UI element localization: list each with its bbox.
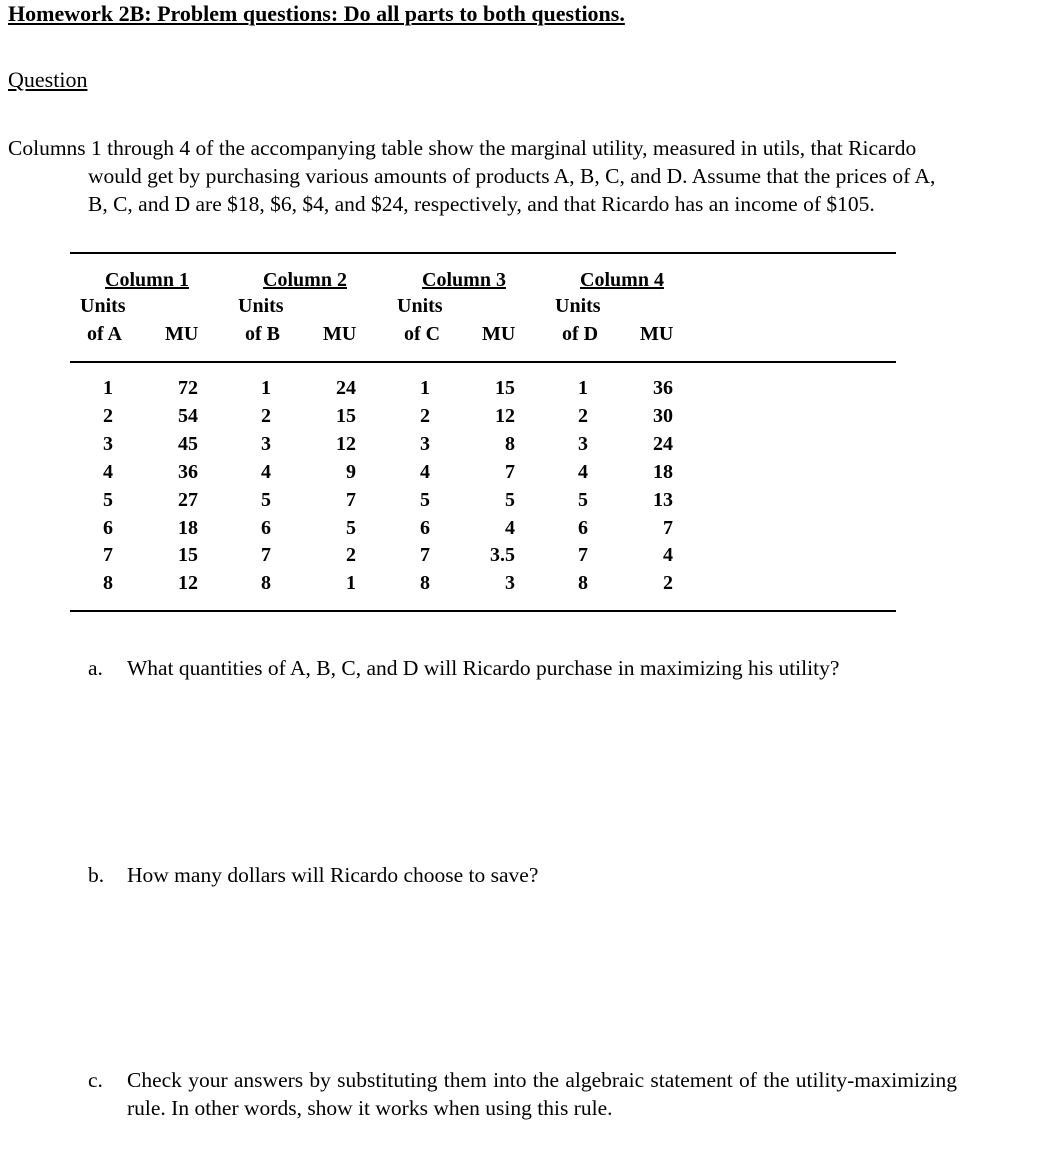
- units-cell: 8: [103, 572, 113, 595]
- mu-cell: 15: [495, 377, 515, 399]
- mu-cell: 30: [653, 404, 673, 427]
- units-cell: 5: [261, 488, 271, 511]
- mu-cell: 7: [346, 488, 356, 511]
- table-top-rule: [70, 252, 896, 254]
- column-header: Column 2: [263, 269, 347, 291]
- question-a-text: What quantities of A, B, C, and D will Ricardo purchase in maximizing his utility?: [127, 656, 840, 680]
- mu-cell: 54: [178, 404, 198, 427]
- mu-cell: 3.5: [490, 544, 515, 567]
- units-cell: 1: [578, 377, 588, 399]
- units-cell: 7: [261, 544, 271, 567]
- mu-cell: 5: [346, 516, 356, 539]
- units-cell: 6: [578, 516, 588, 539]
- units-cell: 5: [420, 488, 430, 511]
- column-header: Column 4: [580, 269, 664, 291]
- units-header: Units: [555, 295, 601, 317]
- mu-cell: 9: [346, 460, 356, 483]
- mu-cell: 12: [336, 432, 356, 455]
- mu-cell: 7: [663, 516, 673, 539]
- units-cell: 8: [578, 572, 588, 595]
- mu-cell: 36: [653, 377, 673, 399]
- mu-cell: 12: [178, 572, 198, 595]
- column-header: Column 3: [422, 269, 506, 291]
- units-cell: 6: [420, 516, 430, 539]
- units-cell: 7: [420, 544, 430, 567]
- units-cell: 7: [103, 544, 113, 567]
- units-cell: 7: [578, 544, 588, 567]
- mu-cell: 24: [336, 377, 356, 399]
- question-intro: [8, 134, 948, 218]
- units-cell: 4: [261, 460, 271, 483]
- mu-cell: 13: [653, 488, 673, 511]
- units-cell: 3: [420, 432, 430, 455]
- mu-cell: 7: [505, 460, 515, 483]
- units-cell: 1: [420, 377, 430, 399]
- units-cell: 2: [103, 404, 113, 427]
- units-header: Units: [80, 295, 126, 317]
- units-cell: 3: [578, 432, 588, 455]
- mu-cell: 45: [178, 432, 198, 455]
- question-c-text: Check your answers by substituting them into the algebraic statement of the utility-maximizing rule. In other words, show it works when using this rule.: [127, 1068, 957, 1120]
- question-a-label: a.: [88, 656, 103, 680]
- units-of-header: of C: [404, 323, 441, 345]
- table-header-rule: [70, 361, 896, 363]
- units-cell: 5: [103, 488, 113, 511]
- homework-title: Homework 2B: Problem questions: Do all parts to both questions.: [8, 1, 625, 26]
- mu-cell: 18: [653, 460, 673, 483]
- mu-cell: 2: [663, 572, 673, 595]
- question-b-label: b.: [88, 863, 105, 887]
- question-c-label: c.: [88, 1068, 103, 1092]
- units-of-header: of A: [87, 323, 122, 345]
- mu-cell: 4: [505, 516, 515, 539]
- intro-text: Columns 1 through 4 of the accompanying table show the marginal utility, measured in utils, that Ricardo would get by purchasing various amounts of products A, B, C, and D. Assume that the prices of A, B, C, and D are $18, $6, $4, and $24, respectively, and that Ricardo has an income of $105.: [8, 136, 936, 216]
- units-cell: 2: [420, 404, 430, 427]
- units-header: Units: [397, 295, 443, 317]
- mu-cell: 24: [653, 432, 673, 455]
- mu-header: MU: [640, 323, 674, 345]
- mu-cell: 15: [178, 544, 198, 567]
- mu-header: MU: [323, 323, 357, 345]
- question-label: Question: [8, 67, 88, 92]
- question-b-text: How many dollars will Ricardo choose to save?: [127, 863, 539, 887]
- units-cell: 8: [420, 572, 430, 595]
- mu-header: MU: [165, 323, 199, 345]
- units-cell: 6: [103, 516, 113, 539]
- mu-header: MU: [482, 323, 516, 345]
- mu-cell: 8: [505, 432, 515, 455]
- mu-cell: 18: [178, 516, 198, 539]
- mu-cell: 27: [178, 488, 198, 511]
- units-cell: 3: [103, 432, 113, 455]
- mu-cell: 1: [346, 572, 356, 595]
- mu-cell: 12: [495, 404, 515, 427]
- mu-cell: 2: [346, 544, 356, 567]
- units-cell: 2: [578, 404, 588, 427]
- mu-cell: 36: [178, 460, 198, 483]
- units-cell: 6: [261, 516, 271, 539]
- units-cell: 4: [578, 460, 588, 483]
- units-cell: 1: [103, 377, 113, 399]
- table-bottom-rule: [70, 610, 896, 612]
- units-cell: 4: [103, 460, 113, 483]
- units-cell: 8: [261, 572, 271, 595]
- units-cell: 2: [261, 404, 271, 427]
- units-of-header: of D: [562, 323, 599, 345]
- column-header: Column 1: [105, 269, 189, 291]
- units-header: Units: [238, 295, 284, 317]
- units-cell: 1: [261, 377, 271, 399]
- units-cell: 3: [261, 432, 271, 455]
- mu-cell: 4: [663, 544, 673, 567]
- units-of-header: of B: [245, 323, 280, 345]
- mu-cell: 72: [178, 377, 198, 399]
- units-cell: 5: [578, 488, 588, 511]
- mu-cell: 15: [336, 404, 356, 427]
- units-cell: 4: [420, 460, 430, 483]
- mu-cell: 5: [505, 488, 515, 511]
- mu-cell: 3: [505, 572, 515, 595]
